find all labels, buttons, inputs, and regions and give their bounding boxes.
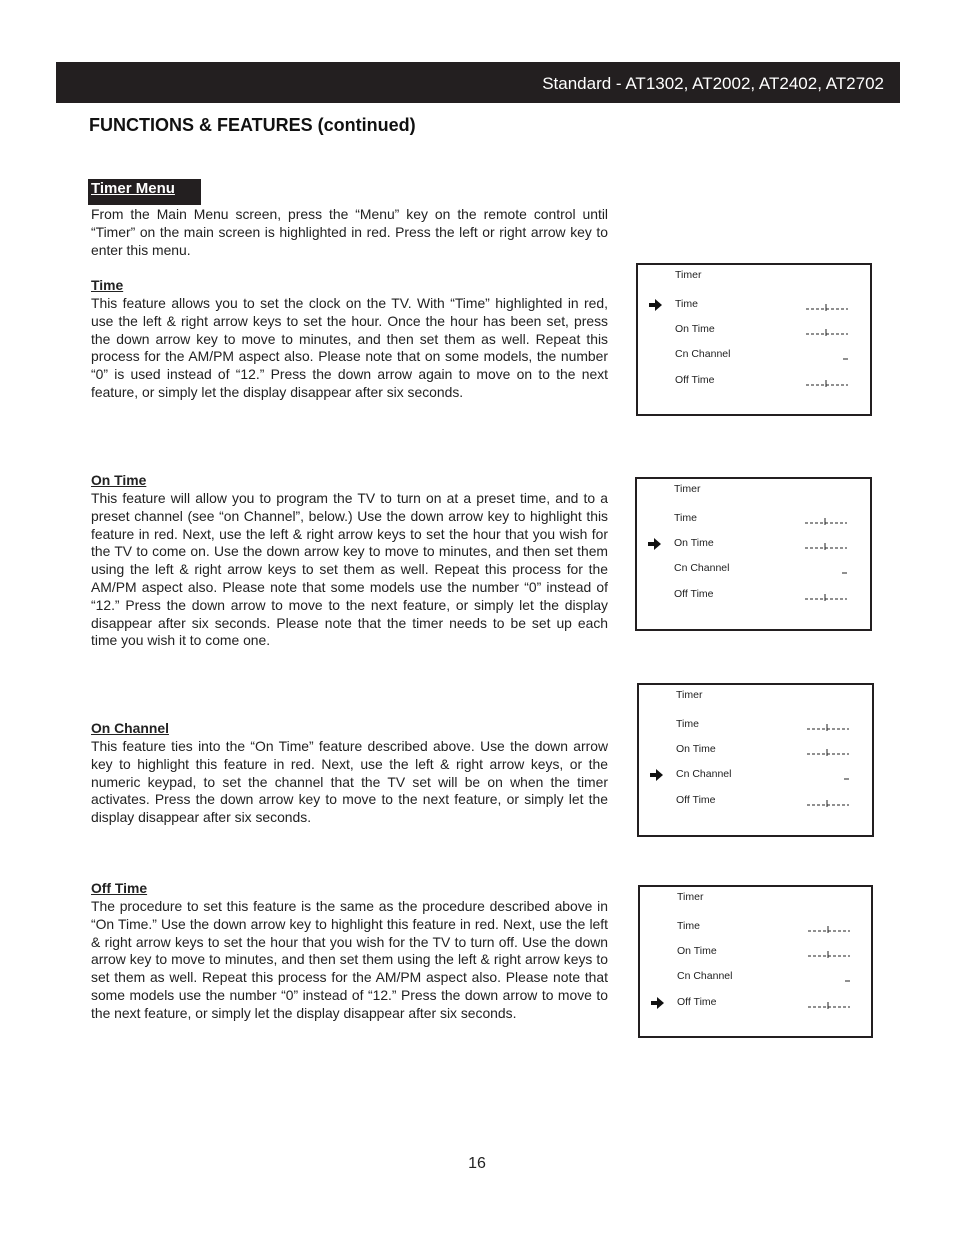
osd-channel-value [845, 974, 851, 984]
osd-item-time: Time [676, 718, 699, 730]
header-title: Standard - AT1302, AT2002, AT2402, AT2702 [542, 74, 884, 93]
pointing-hand-icon [651, 997, 665, 1009]
osd-title: Timer [674, 483, 701, 495]
osd-item-off-time: Off Time [676, 794, 716, 806]
off-time-heading: Off Time [91, 880, 148, 896]
osd-item-time: Time [675, 298, 698, 310]
time-description: This feature allows you to set the clock on the TV. With “Time” highlighted in red, use the left & right arrow keys to set the hour. Once the hour has been set, press the down arrow key to move to minutes, and then set them as well. Repeat this process for the AM/PM aspect also. Please note that on some models, the number “0” is used instead of “12.” Press the down arrow again to move on to the next feature, or simply let the display disappear after six seconds. [91, 295, 608, 400]
page-number: 16 [468, 1155, 486, 1172]
timer-osd-time-selected [636, 263, 872, 416]
osd-item-off-time: Off Time [677, 996, 717, 1008]
osd-item-cn-channel: Cn Channel [677, 970, 733, 982]
osd-channel-value [844, 772, 850, 782]
header-bar [56, 62, 900, 103]
osd-time-value [807, 798, 849, 808]
pointing-hand-icon [650, 769, 664, 781]
osd-time-value [807, 722, 849, 732]
osd-time-value [808, 949, 850, 959]
osd-channel-value [843, 352, 849, 362]
osd-item-on-time: On Time [674, 537, 714, 549]
osd-item-time: Time [674, 512, 697, 524]
osd-item-on-time: On Time [675, 323, 715, 335]
pointing-hand-icon [648, 538, 662, 550]
osd-time-value [806, 302, 848, 312]
time-heading: Time [91, 277, 124, 293]
osd-time-value [807, 747, 849, 757]
osd-item-cn-channel: Cn Channel [674, 562, 730, 574]
timer-menu-intro: From the Main Menu screen, press the “Menu” key on the remote control until “Timer” on the main screen is highlighted in red. Press the left or right arrow key to enter this menu. [91, 206, 608, 258]
on-channel-description: This feature ties into the “On Time” feature described above. Use the down arrow key to highlight this feature in red. Next, use the left & right arrow keys, or the numeric keypad, to set the channel that the TV set will be on when the timer activates. Press the down arrow key to move to the next feature, or simply let the display disappear after six seconds. [91, 738, 608, 826]
osd-time-value [808, 1000, 850, 1010]
osd-item-on-time: On Time [676, 743, 716, 755]
osd-title: Timer [676, 689, 703, 701]
osd-time-value [806, 327, 848, 337]
osd-time-value [805, 541, 847, 551]
osd-time-value [806, 378, 848, 388]
timer-menu-heading: Timer Menu [91, 180, 175, 197]
section-title: FUNCTIONS & FEATURES (continued) [89, 115, 416, 135]
osd-item-off-time: Off Time [675, 374, 715, 386]
timer-osd-on-time-selected [635, 477, 872, 631]
on-channel-heading: On Channel [91, 720, 169, 736]
osd-item-cn-channel: Cn Channel [676, 768, 732, 780]
osd-title: Timer [677, 891, 704, 903]
osd-title: Timer [675, 269, 702, 281]
timer-osd-on-channel-selected [637, 683, 874, 837]
osd-time-value [805, 592, 847, 602]
timer-osd-off-time-selected [638, 885, 873, 1038]
on-time-description: This feature will allow you to program the TV to turn on at a preset time, and to a preset channel (see “on Channel”, below.) Use the down arrow key to highlight this feature in red. Next, use the left & right arrow keys to set the hour that you wish for the TV to come on. Use the down arrow key to move to minutes, and then set them using the left & right arrow keys to set them as well. Repeat this process for the AM/PM aspect also. Please note that some models use the number “0” instead of “12.” Press the down arrow to move to the next feature, or simply let the display disappear after six seconds. Please note that the timer needs to be set up each time you wish it to come one. [91, 490, 608, 649]
osd-channel-value [842, 566, 848, 576]
timer-menu-heading-tag [88, 179, 201, 205]
osd-time-value [805, 516, 847, 526]
pointing-hand-icon [649, 299, 663, 311]
osd-item-on-time: On Time [677, 945, 717, 957]
osd-item-off-time: Off Time [674, 588, 714, 600]
osd-item-time: Time [677, 920, 700, 932]
osd-item-cn-channel: Cn Channel [675, 348, 731, 360]
on-time-heading: On Time [91, 472, 147, 488]
osd-time-value [808, 924, 850, 934]
off-time-description: The procedure to set this feature is the same as the procedure described above in “On Time.” Use the down arrow key to highlight this feature in red. Next, use the left & right arrow keys to set the hour that you wish for the TV to turn off. Use the down arrow key to move to minutes, and then set them using the left & right arrow keys to set them as well. Repeat this process for the AM/PM aspect also. Please note that some models use the number “0” instead of “12.” Press the down arrow to move to the next feature, or simply let the display disappear after six seconds. [91, 898, 608, 1021]
